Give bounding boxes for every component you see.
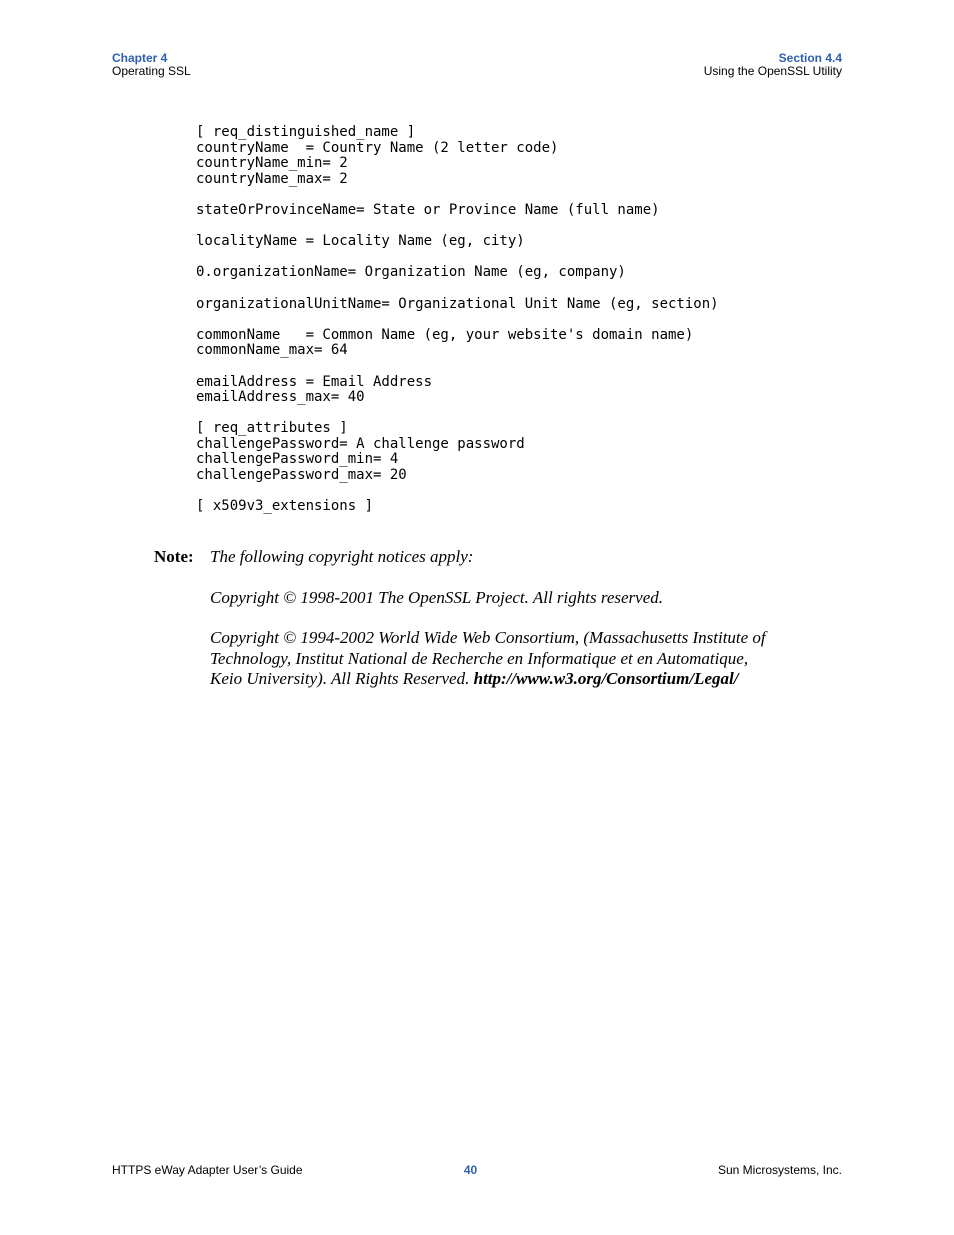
code-line: challengePassword_max= 20 bbox=[196, 467, 407, 484]
code-line bbox=[196, 484, 719, 500]
code-line: stateOrProvinceName= State or Province Name (full name) bbox=[196, 201, 660, 218]
footer-guide-title: HTTPS eWay Adapter User’s Guide bbox=[112, 1163, 303, 1177]
code-line: commonName_max= 64 bbox=[196, 342, 348, 359]
w3c-copyright-line: Copyright © 1994-2002 World Wide Web Consortium, (Massachusetts Institute of bbox=[210, 628, 766, 647]
chapter-title: Operating SSL bbox=[112, 64, 191, 78]
code-line: [ req_attributes ] bbox=[196, 420, 348, 437]
code-line bbox=[196, 187, 719, 203]
note-body bbox=[210, 547, 810, 710]
code-line: localityName = Locality Name (eg, city) bbox=[196, 233, 525, 250]
note-intro: The following copyright notices apply: bbox=[210, 547, 474, 566]
code-line: emailAddress = Email Address bbox=[196, 373, 433, 390]
code-line bbox=[196, 312, 719, 328]
w3c-copyright bbox=[210, 628, 810, 690]
note-label: Note: bbox=[154, 547, 194, 566]
config-code-block bbox=[196, 125, 719, 515]
code-line: emailAddress_max= 40 bbox=[196, 389, 365, 406]
w3c-copyright-line: Technology, Institut National de Recherche en Informatique et en Automatique, bbox=[210, 648, 749, 668]
code-line: challengePassword_min= 4 bbox=[196, 451, 399, 468]
code-line bbox=[196, 250, 719, 266]
code-line: [ req_distinguished_name ] bbox=[196, 124, 416, 140]
code-line: countryName = Country Name (2 letter code) bbox=[196, 139, 559, 156]
running-header-right bbox=[704, 52, 842, 78]
chapter-label: Chapter 4 bbox=[112, 51, 168, 65]
footer-company: Sun Microsystems, Inc. bbox=[717, 1163, 842, 1177]
code-line: countryName_max= 2 bbox=[196, 170, 348, 187]
code-line: 0.organizationName= Organization Name (eg, company) bbox=[196, 264, 626, 281]
code-line: commonName = Common Name (eg, your website's domain name) bbox=[196, 326, 694, 343]
openssl-copyright: Copyright © 1998-2001 The OpenSSL Project. All rights reserved. bbox=[210, 587, 663, 607]
code-line: [ x509v3_extensions ] bbox=[196, 498, 374, 515]
code-line bbox=[196, 219, 719, 235]
code-line: organizationalUnitName= Organizational Unit Name (eg, section) bbox=[196, 295, 719, 312]
code-line bbox=[196, 359, 719, 375]
footer-page-number: 40 bbox=[463, 1163, 478, 1177]
code-line: countryName_min= 2 bbox=[196, 155, 348, 172]
section-title: Using the OpenSSL Utility bbox=[703, 64, 842, 78]
w3c-copyright-line: Keio University). All Rights Reserved. bbox=[210, 669, 470, 688]
code-line bbox=[196, 281, 719, 297]
section-label: Section 4.4 bbox=[778, 51, 842, 65]
running-header-left bbox=[112, 52, 191, 78]
w3c-legal-link[interactable]: http://www.w3.org/Consortium/Legal/ bbox=[473, 669, 739, 688]
code-line: challengePassword= A challenge password bbox=[196, 435, 525, 452]
code-line bbox=[196, 406, 719, 422]
